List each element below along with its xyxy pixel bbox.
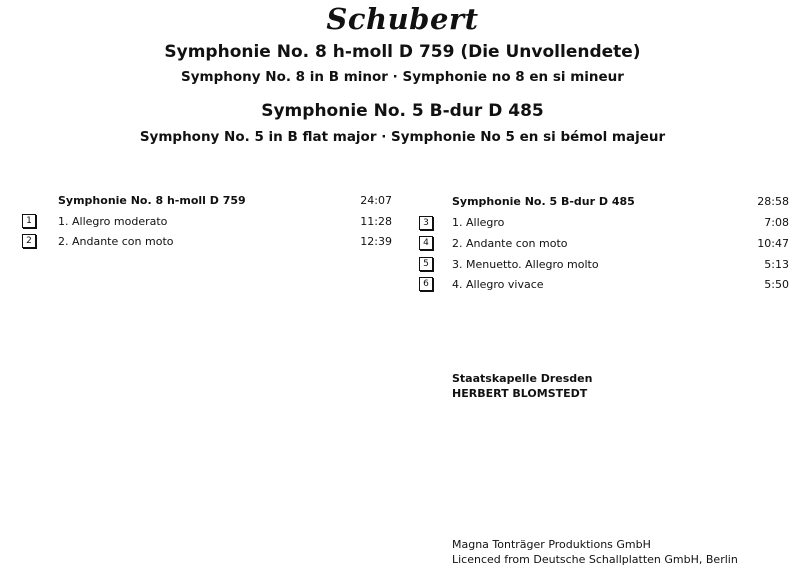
track-number-box: 6 <box>419 277 433 291</box>
label-credit: Magna Tonträger Produktions GmbH <box>452 538 651 551</box>
orchestra-name: Staatskapelle Dresden <box>452 372 593 385</box>
track-duration: 11:28 <box>360 215 392 228</box>
track-duration: 5:13 <box>764 258 789 271</box>
composer-title: Schubert <box>326 2 479 36</box>
track-title: 1. Allegro moderato <box>58 215 168 228</box>
track-title: 3. Menuetto. Allegro molto <box>452 258 599 271</box>
track-number-box: 2 <box>22 234 36 248</box>
track-number-box: 3 <box>419 216 433 230</box>
track-title: 2. Andante con moto <box>58 235 174 248</box>
right-column-heading: Symphonie No. 5 B-dur D 485 <box>452 195 635 208</box>
left-column-heading: Symphonie No. 8 h-moll D 759 <box>58 194 246 207</box>
left-column-total: 24:07 <box>360 194 392 207</box>
right-column-total: 28:58 <box>757 195 789 208</box>
track-number-box: 5 <box>419 257 433 271</box>
work-1-subtitle: Symphony No. 8 in B minor · Symphonie no 8 en si mineur <box>181 69 624 85</box>
track-duration: 5:50 <box>764 278 789 291</box>
track-title: 4. Allegro vivace <box>452 278 544 291</box>
work-2-subtitle: Symphony No. 5 in B flat major · Symphonie No 5 en si bémol majeur <box>139 129 666 145</box>
track-duration: 12:39 <box>360 235 392 248</box>
track-number-box: 1 <box>22 214 36 228</box>
conductor-name: HERBERT BLOMSTEDT <box>452 387 588 400</box>
track-number-box: 4 <box>419 236 433 250</box>
track-duration: 10:47 <box>757 237 789 250</box>
track-title: 2. Andante con moto <box>452 237 568 250</box>
work-2-title: Symphonie No. 5 B-dur D 485 <box>261 101 544 121</box>
track-duration: 7:08 <box>764 216 789 229</box>
track-title: 1. Allegro <box>452 216 505 229</box>
work-1-title: Symphonie No. 8 h-moll D 759 (Die Unvollendete) <box>164 42 641 62</box>
licence-credit: Licenced from Deutsche Schallplatten GmbH, Berlin <box>452 553 738 566</box>
